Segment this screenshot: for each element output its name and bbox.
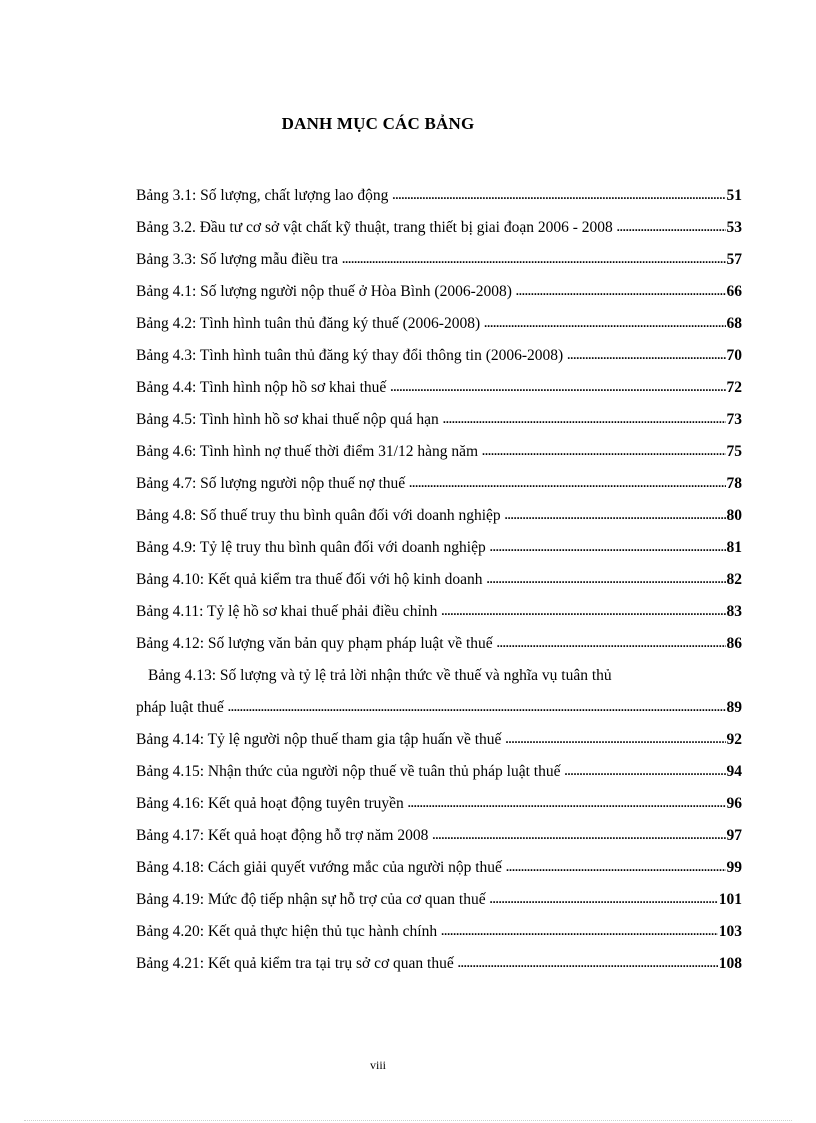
toc-entry-page: 78	[726, 475, 742, 492]
toc-entry-label: Bảng 4.12: Số lượng văn bản quy phạm pháp luật về thuế	[136, 635, 493, 652]
dot-leader	[409, 467, 725, 499]
dot-leader	[490, 531, 726, 563]
toc-entry-page: 96	[726, 795, 742, 812]
toc-entry-label: Bảng 4.9: Tỷ lệ truy thu bình quân đối với doanh nghiệp	[136, 539, 486, 556]
toc-entry-label: Bảng 4.14: Tỷ lệ người nộp thuế tham gia tập huấn về thuế	[136, 731, 502, 748]
dot-leader	[487, 563, 726, 595]
toc-entry-label: Bảng 3.1: Số lượng, chất lượng lao động	[136, 187, 389, 204]
toc-entry-label: Bảng 4.8: Số thuế truy thu bình quân đối với doanh nghiệp	[136, 507, 501, 524]
toc-entry[interactable]	[136, 436, 742, 468]
toc-entry-label: Bảng 4.16: Kết quả hoạt động tuyên truyền	[136, 795, 404, 812]
toc-entry-label: Bảng 4.10: Kết quả kiểm tra thuế đối với hộ kinh doanh	[136, 571, 483, 588]
toc-entry-label: Bảng 4.5: Tình hình hồ sơ khai thuế nộp quá hạn	[136, 411, 439, 428]
toc-entry-page: 83	[726, 603, 742, 620]
dot-leader	[443, 403, 726, 435]
dot-leader	[564, 755, 725, 787]
toc-entry-page: 51	[726, 187, 742, 204]
toc-entry[interactable]	[136, 596, 742, 628]
toc-entry-label: Bảng 4.18: Cách giải quyết vướng mắc của người nộp thuế	[136, 859, 502, 876]
toc-entry-label: Bảng 4.15: Nhận thức của người nộp thuế về tuân thủ pháp luật thuế	[136, 763, 561, 780]
toc-entry[interactable]	[136, 948, 742, 980]
toc-entry[interactable]	[136, 532, 742, 564]
dot-leader	[228, 691, 726, 723]
toc-entry[interactable]	[136, 820, 742, 852]
toc-entry[interactable]	[136, 308, 742, 340]
toc-entry-page: 94	[726, 763, 742, 780]
toc-entry-label: Bảng 4.1: Số lượng người nộp thuế ở Hòa Bình (2006-2008)	[136, 283, 512, 300]
toc-entry[interactable]	[136, 724, 742, 756]
dot-leader	[432, 819, 725, 851]
toc-entry-page: 103	[718, 923, 742, 940]
toc-entry[interactable]	[136, 628, 742, 660]
dot-leader	[516, 275, 726, 307]
toc-entry-page: 89	[726, 699, 742, 716]
dot-leader	[408, 787, 726, 819]
dot-leader	[390, 371, 725, 403]
toc-entry-page: 68	[726, 315, 742, 332]
toc-entry-label: Bảng 4.21: Kết quả kiểm tra tại trụ sở cơ quan thuế	[136, 955, 454, 972]
toc-entry[interactable]	[136, 180, 742, 212]
toc-entry[interactable]	[136, 276, 742, 308]
toc-entry-page: 81	[726, 539, 742, 556]
dot-leader	[441, 595, 725, 627]
toc-entry[interactable]	[136, 788, 742, 820]
toc-entry[interactable]	[136, 468, 742, 500]
toc-entry[interactable]	[136, 756, 742, 788]
toc-entry[interactable]	[136, 212, 742, 244]
toc-entry[interactable]	[136, 852, 742, 884]
toc-entry-page: 72	[726, 379, 742, 396]
toc-entry-label: Bảng 4.7: Số lượng người nộp thuế nợ thuế	[136, 475, 406, 492]
toc-entry-label: Bảng 4.11: Tỷ lệ hồ sơ khai thuế phải điều chỉnh	[136, 603, 438, 620]
dot-leader	[482, 435, 725, 467]
toc-entry[interactable]	[136, 884, 742, 916]
toc-entry-label-line1: Bảng 4.13: Số lượng và tỷ lệ trả lời nhận thức về thuế và nghĩa vụ tuân thủ	[148, 667, 612, 684]
page-number: viii	[369, 1058, 386, 1072]
page-title: DANH MỤC CÁC BẢNG	[281, 114, 475, 133]
page-divider	[24, 1120, 792, 1121]
dot-leader	[505, 723, 725, 755]
dot-leader	[617, 211, 726, 243]
dot-leader	[484, 307, 725, 339]
dot-leader	[342, 243, 725, 275]
dot-leader	[392, 179, 725, 211]
toc-entry-label: Bảng 3.3: Số lượng mẫu điều tra	[136, 251, 339, 268]
dot-leader	[505, 499, 726, 531]
toc-entry-page: 92	[726, 731, 742, 748]
toc-entry-page: 70	[726, 347, 742, 364]
toc-entry[interactable]	[136, 372, 742, 404]
dot-leader	[497, 627, 726, 659]
toc-entry-page: 101	[718, 891, 742, 908]
dot-leader	[458, 947, 718, 979]
toc-entry[interactable]	[136, 404, 742, 436]
toc-entry-page: 53	[726, 219, 742, 236]
toc-entry-label: Bảng 4.3: Tình hình tuân thủ đăng ký thay đổi thông tin (2006-2008)	[136, 347, 564, 364]
toc-entry-page: 73	[726, 411, 742, 428]
dot-leader	[506, 851, 726, 883]
toc-entry-page: 99	[726, 859, 742, 876]
toc-entry-page: 86	[726, 635, 742, 652]
toc-entry-label-line2: pháp luật thuế	[136, 699, 224, 716]
toc-entry-label: Bảng 4.6: Tình hình nợ thuế thời điểm 31/12 hàng năm	[136, 443, 479, 460]
toc-entry-label: Bảng 4.4: Tình hình nộp hồ sơ khai thuế	[136, 379, 387, 396]
dot-leader	[567, 339, 725, 371]
dot-leader	[490, 883, 718, 915]
toc-entry-page: 108	[718, 955, 742, 972]
toc-entry-label: Bảng 3.2. Đầu tư cơ sở vật chất kỹ thuật, trang thiết bị giai đoạn 2006 - 2008	[136, 219, 613, 236]
toc-entry-label: Bảng 4.19: Mức độ tiếp nhận sự hỗ trợ của cơ quan thuế	[136, 891, 486, 908]
toc-entry[interactable]	[136, 340, 742, 372]
toc-entry-page: 97	[726, 827, 742, 844]
toc-entry-page: 57	[726, 251, 742, 268]
toc-entry[interactable]	[136, 564, 742, 596]
table-list	[136, 180, 742, 980]
dot-leader	[441, 915, 718, 947]
toc-entry[interactable]	[136, 500, 742, 532]
toc-entry-page: 80	[726, 507, 742, 524]
toc-entry-page: 82	[726, 571, 742, 588]
toc-entry[interactable]	[136, 916, 742, 948]
toc-entry[interactable]	[136, 244, 742, 276]
toc-entry-wrapped[interactable]	[136, 660, 742, 724]
toc-entry-label: Bảng 4.17: Kết quả hoạt động hỗ trợ năm 2008	[136, 827, 429, 844]
toc-entry-label: Bảng 4.20: Kết quả thực hiện thủ tục hành chính	[136, 923, 438, 940]
toc-entry-label: Bảng 4.2: Tình hình tuân thủ đăng ký thuế (2006-2008)	[136, 315, 481, 332]
toc-entry-page: 66	[726, 283, 742, 300]
toc-entry-page: 75	[726, 443, 742, 460]
